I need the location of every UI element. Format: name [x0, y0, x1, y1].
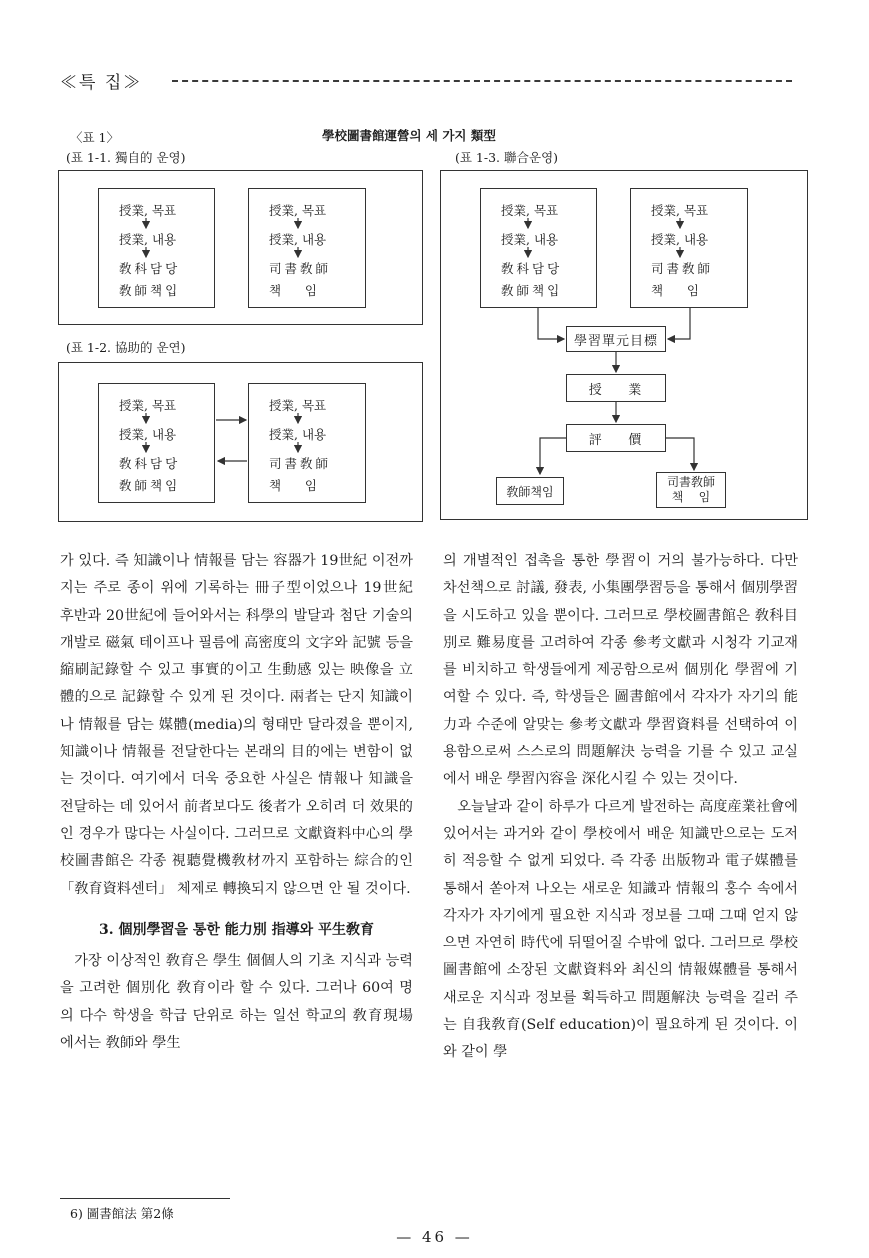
sub2-right-box: [248, 383, 366, 503]
box-line: 敎科담당: [119, 456, 181, 471]
flow-evaluation-box: 評 價: [566, 424, 666, 452]
box-line: 授業, 내용: [501, 232, 559, 247]
box-line: 授業, 목표: [269, 398, 327, 413]
box-line: 敎師책입: [501, 283, 563, 298]
box-line: 授業, 목표: [269, 203, 327, 218]
footnote: 6) 圖書館法 第2條: [70, 1206, 174, 1221]
sub2-label: (표 1-2. 協助的 운연): [66, 340, 186, 355]
box-line: 授業, 내용: [269, 232, 327, 247]
box-line: 授業, 내용: [269, 427, 327, 442]
flow-lesson-box: 授 業: [566, 374, 666, 402]
right-paragraph-2: 오늘날과 같이 하루가 다르게 발전하는 高度産業社會에 있어서는 과거와 같이 學校에서 배운 知識만으로는 도저히 적응할 수 없게 되었다. 즉 각종 出版物과 電子媒體를 통해서 쏟아져 나오는 새로운 知識과 情報의 홍수 속에서 각자가 자기에게 필요한 지식과 정보를 그때 그때 얻지 않으면 자연히 時代에 뒤떨어질 수밖에 없다. 그러므로 學校圖書館에 소장된 文獻資料와 최신의 情報媒體를 통해서 새로운 지식과 정보를 획득하고 問題解決 능력을 길러 주는 自我敎育(Self education)이 필요하게 된 것이다. 이와 같이 學: [443, 798, 798, 1061]
footnote-rule: [60, 1198, 230, 1199]
box-line: 책 임: [269, 283, 317, 298]
table-label: 〈표 1〉: [70, 130, 120, 145]
box-line: 授業, 내용: [119, 427, 177, 442]
box-line: 授業, 목표: [651, 203, 709, 218]
header-dashed-rule: [172, 80, 792, 82]
box-line: 司書敎師: [666, 475, 715, 489]
sub3-label: (표 1-3. 聯合운영): [455, 150, 559, 165]
teacher-responsibility-box: 敎師책임: [496, 477, 564, 505]
box-line: 授業, 목표: [119, 398, 177, 413]
box-line: 책 임: [269, 478, 317, 493]
box-line: 授業, 목표: [119, 203, 177, 218]
section-tag: ≪특 집≫: [60, 73, 143, 93]
sub1-label: (표 1-1. 獨自的 운영): [66, 150, 186, 165]
box-line: 司書敎師: [269, 456, 332, 471]
left-column: [60, 548, 413, 1057]
left-paragraph-1: 가 있다. 즉 知識이나 情報를 담는 容器가 19世紀 이전까지는 주로 종이 위에 기록하는 冊子型이었으나 19世紀 후반과 20世紀에 들어와서는 科學의 발달과 첨단 기술의 개발로 磁氣 테이프나 필름에 高密度의 文字와 記號 등을 縮刷記錄할 수 있고 事實的이고 生動感 있는 映像을 立體的으로 記錄할 수 있게 된 것이다. 兩者는 단지 知識이나 情報를 담는 媒體(media)의 형태만 달라졌을 뿐이지, 知識이나 情報를 전달한다는 본래의 目的에는 변함이 없는 것이다. 여기에서 더욱 중요한 사실은 情報나 知識을 전달하는 데 있어서 前者보다도 後者가 오히려 더 效果的인 경우가 많다는 사실이다. 그러므로 文獻資料中心의 學校圖書館은 각종 視聽覺機敎材까지 포함하는 綜合的인 「敎育資料센터」 체제로 轉換되지 않으면 안 될 것이다.: [60, 553, 413, 897]
box-line: 책 임: [651, 283, 699, 298]
box-line: 授業, 내용: [651, 232, 709, 247]
box-line: 司書敎師: [269, 261, 332, 276]
box-line: 敎科담당: [119, 261, 181, 276]
left-paragraph-2: 가장 이상적인 敎育은 學生 個個人의 기초 지식과 능력을 고려한 個別化 敎育이라 할 수 있다. 그러나 60여 명의 다수 학생을 학급 단위로 하는 일선 학교의 敎育現場에서는 敎師와 學生: [60, 953, 413, 1052]
flow-goal-box: 學習單元目標: [566, 326, 666, 352]
box-line: 司書敎師: [651, 261, 714, 276]
right-paragraph-1: 의 개별적인 접촉을 통한 學習이 거의 불가능하다. 다만 차선책으로 討議, 發表, 小集團學習등을 통해서 個別學習을 시도하고 있을 뿐이다. 그러므로 學校圖書館은 敎科目別로 難易度를 고려하여 각종 參考文獻과 시청각 기교재를 비치하고 학생들에게 제공함으로써 個別化 學習에 기여할 수 있다. 즉, 학생들은 圖書館에서 각자가 자기의 能力과 수준에 알맞는 參考文獻과 學習資料를 선택하여 이용함으로써 스스로의 問題解決 능력을 기를 수 있고 교실에서 배운 學習內容을 深化시킬 수 있는 것이다.: [443, 553, 798, 788]
sub2-left-box: [98, 383, 215, 503]
sub3-left-box: [480, 188, 597, 308]
section-heading: 3. 個別學習을 통한 能力別 指導와 平生敎育: [98, 921, 375, 938]
right-column: [443, 548, 798, 1067]
sub1-right-box: [248, 188, 366, 308]
page-number: — 46 —: [396, 1228, 473, 1246]
box-line: 책 임: [671, 490, 711, 504]
librarian-responsibility-box: [656, 472, 726, 508]
box-line: 敎師책임: [119, 478, 181, 493]
figure-title: 學校圖書館運營의 세 가지 類型: [322, 128, 496, 143]
box-line: 敎科담당: [501, 261, 563, 276]
sub1-left-box: [98, 188, 215, 308]
box-line: 授業, 목표: [501, 203, 559, 218]
sub3-right-box: [630, 188, 748, 308]
box-line: 敎師책입: [119, 283, 181, 298]
box-line: 授業, 내용: [119, 232, 177, 247]
